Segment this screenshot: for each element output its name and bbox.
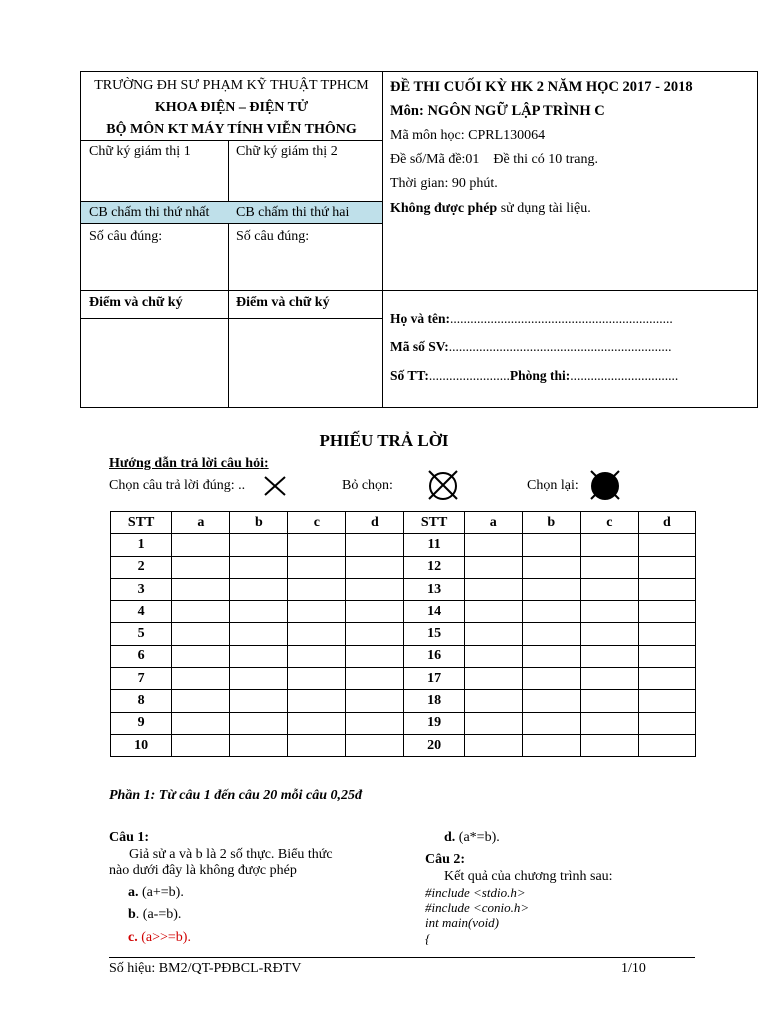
answer-cell[interactable] bbox=[288, 668, 346, 690]
subject-code: Mã môn học: CPRL130064 bbox=[390, 128, 546, 143]
q2-text: Kết quả của chương trình sau: bbox=[444, 869, 613, 884]
col-header: STT bbox=[111, 512, 172, 534]
answer-cell[interactable] bbox=[346, 556, 404, 578]
q2-code-line: int main(void) bbox=[425, 915, 500, 930]
col-header: a bbox=[464, 512, 522, 534]
option-key: b bbox=[128, 907, 136, 922]
answer-sheet-title: PHIẾU TRẢ LỜI bbox=[319, 431, 449, 450]
score1-label: Điểm và chữ ký bbox=[89, 295, 183, 310]
answer-cell[interactable] bbox=[288, 712, 346, 734]
answer-cell[interactable] bbox=[346, 623, 404, 645]
answer-cell[interactable] bbox=[464, 578, 522, 600]
answer-cell[interactable] bbox=[580, 645, 638, 667]
answer-cell[interactable] bbox=[464, 623, 522, 645]
answer-cell[interactable] bbox=[288, 734, 346, 756]
question-number: 5 bbox=[111, 623, 172, 645]
question-number: 9 bbox=[111, 712, 172, 734]
seat-dots: ........................ bbox=[428, 368, 510, 383]
answer-cell[interactable] bbox=[522, 578, 580, 600]
option-key: c. bbox=[128, 930, 138, 945]
answer-row bbox=[111, 578, 696, 600]
answer-grid-header bbox=[111, 512, 696, 534]
question-number: 10 bbox=[111, 734, 172, 756]
q2-code-line: #include <conio.h> bbox=[425, 900, 530, 915]
answer-cell[interactable] bbox=[172, 734, 230, 756]
q1-option-d[interactable] bbox=[444, 830, 500, 846]
question-number: 3 bbox=[111, 578, 172, 600]
question-number: 15 bbox=[404, 623, 464, 645]
answer-cell[interactable] bbox=[230, 734, 288, 756]
q2-label: Câu 2: bbox=[425, 852, 466, 867]
choose-instruction: Chọn câu trả lời đúng: .. bbox=[109, 478, 246, 493]
answer-cell[interactable] bbox=[522, 645, 580, 667]
rechoose-instruction: Chọn lại: bbox=[527, 478, 579, 493]
left-split-divider bbox=[228, 140, 229, 407]
option-text: (a>>=b). bbox=[137, 930, 191, 945]
name-line bbox=[390, 311, 673, 327]
seat-label: Số TT: bbox=[390, 368, 429, 383]
col-header: d bbox=[638, 512, 695, 534]
q1-label: Câu 1: bbox=[109, 830, 150, 845]
option-text: . (a-=b). bbox=[135, 907, 182, 922]
answer-cell[interactable] bbox=[638, 712, 695, 734]
answer-cell[interactable] bbox=[638, 645, 695, 667]
col-header: b bbox=[522, 512, 580, 534]
answer-cell[interactable] bbox=[464, 734, 522, 756]
part1-heading: Phần 1: Từ câu 1 đến câu 20 mỗi câu 0,25đ bbox=[109, 788, 363, 803]
answer-cell[interactable] bbox=[172, 668, 230, 690]
answer-cell[interactable] bbox=[464, 645, 522, 667]
answer-row bbox=[111, 556, 696, 578]
answer-cell[interactable] bbox=[522, 534, 580, 556]
answer-cell[interactable] bbox=[172, 556, 230, 578]
name-dots: .................................................................. bbox=[450, 311, 673, 326]
answer-cell[interactable] bbox=[230, 534, 288, 556]
seat-room-line bbox=[390, 368, 678, 384]
answer-row bbox=[111, 534, 696, 556]
answer-cell[interactable] bbox=[580, 578, 638, 600]
answer-cell[interactable] bbox=[172, 578, 230, 600]
question-number: 14 bbox=[404, 601, 464, 623]
answer-cell[interactable] bbox=[230, 578, 288, 600]
answer-cell[interactable] bbox=[346, 601, 404, 623]
answer-cell[interactable] bbox=[464, 556, 522, 578]
answer-cell[interactable] bbox=[522, 668, 580, 690]
answer-cell[interactable] bbox=[172, 645, 230, 667]
answer-row bbox=[111, 645, 696, 667]
answer-row bbox=[111, 623, 696, 645]
circled-cross-icon bbox=[425, 469, 461, 501]
q2-code-line: #include <stdio.h> bbox=[425, 885, 526, 900]
option-key: a. bbox=[128, 885, 139, 900]
answer-cell[interactable] bbox=[346, 578, 404, 600]
student-id-dots: .................................................................. bbox=[448, 339, 672, 354]
q2-code-line: { bbox=[425, 931, 431, 946]
grader1-label: CB chấm thi thứ nhất bbox=[89, 205, 210, 220]
answer-cell[interactable] bbox=[288, 578, 346, 600]
answer-cell[interactable] bbox=[522, 623, 580, 645]
answer-cell[interactable] bbox=[638, 578, 695, 600]
answer-cell[interactable] bbox=[230, 556, 288, 578]
answer-cell[interactable] bbox=[580, 534, 638, 556]
answer-grid-body bbox=[111, 534, 696, 757]
student-id-line bbox=[390, 339, 672, 355]
answer-cell[interactable] bbox=[288, 556, 346, 578]
filled-circle-icon bbox=[587, 469, 623, 501]
answer-cell[interactable] bbox=[638, 690, 695, 712]
name-label: Họ và tên: bbox=[390, 311, 450, 326]
rule bbox=[81, 223, 382, 224]
q1-text-line2: nào dưới đây là không được phép bbox=[109, 863, 297, 878]
question-number: 7 bbox=[111, 668, 172, 690]
faculty-name: KHOA ĐIỆN – ĐIỆN TỬ bbox=[154, 100, 309, 115]
answer-cell[interactable] bbox=[464, 712, 522, 734]
col-header: d bbox=[346, 512, 404, 534]
option-text: (a+=b). bbox=[138, 885, 184, 900]
question-number: 1 bbox=[111, 534, 172, 556]
room-label: Phòng thi: bbox=[509, 368, 571, 383]
score2-label: Điểm và chữ ký bbox=[236, 295, 330, 310]
answer-cell[interactable] bbox=[580, 601, 638, 623]
question-number: 2 bbox=[111, 556, 172, 578]
col-header: b bbox=[230, 512, 288, 534]
page-number: 1/10 bbox=[621, 961, 646, 976]
answer-cell[interactable] bbox=[522, 601, 580, 623]
cross-mark-icon bbox=[262, 474, 288, 498]
answer-cell[interactable] bbox=[464, 534, 522, 556]
footer-rule bbox=[109, 957, 695, 958]
materials-note bbox=[390, 201, 591, 217]
answer-cell[interactable] bbox=[230, 645, 288, 667]
answer-cell[interactable] bbox=[230, 601, 288, 623]
correct2-label: Số câu đúng: bbox=[236, 229, 310, 244]
answer-cell[interactable] bbox=[638, 601, 695, 623]
answer-cell[interactable] bbox=[638, 734, 695, 756]
answer-cell[interactable] bbox=[638, 668, 695, 690]
answer-row bbox=[111, 712, 696, 734]
answer-cell[interactable] bbox=[522, 690, 580, 712]
answer-cell[interactable] bbox=[580, 690, 638, 712]
answer-cell[interactable] bbox=[638, 623, 695, 645]
question-number: 12 bbox=[404, 556, 464, 578]
option-text: (a*=b). bbox=[455, 830, 500, 845]
answer-cell[interactable] bbox=[172, 601, 230, 623]
not-allowed-text: Không được phép bbox=[390, 201, 498, 216]
question-number: 6 bbox=[111, 645, 172, 667]
answer-cell[interactable] bbox=[522, 712, 580, 734]
answer-row bbox=[111, 734, 696, 756]
col-header: c bbox=[288, 512, 346, 534]
col-header: c bbox=[580, 512, 638, 534]
exam-header bbox=[80, 71, 758, 408]
answer-cell[interactable] bbox=[522, 734, 580, 756]
answer-cell[interactable] bbox=[346, 645, 404, 667]
answer-cell[interactable] bbox=[288, 645, 346, 667]
answer-cell[interactable] bbox=[464, 668, 522, 690]
answer-cell[interactable] bbox=[580, 623, 638, 645]
question-number: 4 bbox=[111, 601, 172, 623]
proctor1-label: Chữ ký giám thị 1 bbox=[89, 144, 191, 159]
answer-cell[interactable] bbox=[464, 601, 522, 623]
answer-cell[interactable] bbox=[522, 556, 580, 578]
answer-cell[interactable] bbox=[580, 556, 638, 578]
rule bbox=[81, 290, 757, 291]
answer-cell[interactable] bbox=[464, 690, 522, 712]
col-header: a bbox=[172, 512, 230, 534]
answer-cell[interactable] bbox=[580, 734, 638, 756]
answer-cell[interactable] bbox=[346, 690, 404, 712]
answer-cell[interactable] bbox=[346, 534, 404, 556]
q1-option-b[interactable] bbox=[128, 907, 181, 923]
proctor2-label: Chữ ký giám thị 2 bbox=[236, 144, 338, 159]
question-number: 11 bbox=[404, 534, 464, 556]
answer-cell[interactable] bbox=[346, 712, 404, 734]
answer-cell[interactable] bbox=[230, 623, 288, 645]
rule bbox=[81, 318, 382, 319]
question-number: 16 bbox=[404, 645, 464, 667]
answer-cell[interactable] bbox=[288, 601, 346, 623]
col-header: STT bbox=[404, 512, 464, 534]
q1-option-a[interactable] bbox=[128, 885, 184, 901]
question-number: 8 bbox=[111, 690, 172, 712]
question-number: 20 bbox=[404, 734, 464, 756]
answer-cell[interactable] bbox=[346, 734, 404, 756]
answer-cell[interactable] bbox=[288, 534, 346, 556]
room-dots: ................................ bbox=[570, 368, 679, 383]
header-divider bbox=[382, 72, 383, 407]
question-number: 13 bbox=[404, 578, 464, 600]
answer-grid bbox=[110, 511, 696, 757]
q1-text-line1: Giả sử a và b là 2 số thực. Biểu thức bbox=[129, 847, 333, 862]
school-name: TRƯỜNG ĐH SƯ PHẠM KỸ THUẬT TPHCM bbox=[94, 78, 369, 93]
exam-title: ĐỀ THI CUỐI KỲ HK 2 NĂM HỌC 2017 - 2018 bbox=[390, 79, 693, 95]
answer-cell[interactable] bbox=[580, 668, 638, 690]
answer-row bbox=[111, 668, 696, 690]
question-number: 19 bbox=[404, 712, 464, 734]
question-number: 18 bbox=[404, 690, 464, 712]
document-number: Số hiệu: BM2/QT-PĐBCL-RĐTV bbox=[109, 961, 302, 976]
student-id-label: Mã số SV: bbox=[390, 339, 449, 354]
answer-cell[interactable] bbox=[230, 668, 288, 690]
answer-cell[interactable] bbox=[580, 712, 638, 734]
answer-cell[interactable] bbox=[288, 623, 346, 645]
answer-cell[interactable] bbox=[172, 623, 230, 645]
grader2-label: CB chấm thi thứ hai bbox=[236, 205, 350, 220]
answer-cell[interactable] bbox=[638, 534, 695, 556]
option-key: d. bbox=[444, 830, 456, 845]
answer-cell[interactable] bbox=[638, 556, 695, 578]
question-number: 17 bbox=[404, 668, 464, 690]
answer-cell[interactable] bbox=[230, 690, 288, 712]
guide-heading: Hướng dẫn trả lời câu hỏi: bbox=[109, 456, 269, 471]
answer-cell[interactable] bbox=[230, 712, 288, 734]
subject: Môn: NGÔN NGỮ LẬP TRÌNH C bbox=[390, 103, 605, 119]
answer-cell[interactable] bbox=[172, 712, 230, 734]
unchoose-instruction: Bỏ chọn: bbox=[342, 478, 393, 493]
answer-row bbox=[111, 601, 696, 623]
q1-option-c[interactable] bbox=[128, 930, 191, 946]
correct1-label: Số câu đúng: bbox=[89, 229, 163, 244]
answer-row bbox=[111, 690, 696, 712]
rule bbox=[81, 140, 382, 141]
department-name: BỘ MÔN KT MÁY TÍNH VIỄN THÔNG bbox=[106, 122, 357, 137]
answer-cell[interactable] bbox=[172, 690, 230, 712]
duration: Thời gian: 90 phút. bbox=[390, 176, 498, 191]
materials-rest: sử dụng tài liệu. bbox=[497, 201, 591, 216]
exam-code: Đề số/Mã đề:01 Đề thi có 10 trang. bbox=[390, 152, 599, 167]
answer-cell[interactable] bbox=[172, 534, 230, 556]
answer-cell[interactable] bbox=[346, 668, 404, 690]
answer-cell[interactable] bbox=[288, 690, 346, 712]
